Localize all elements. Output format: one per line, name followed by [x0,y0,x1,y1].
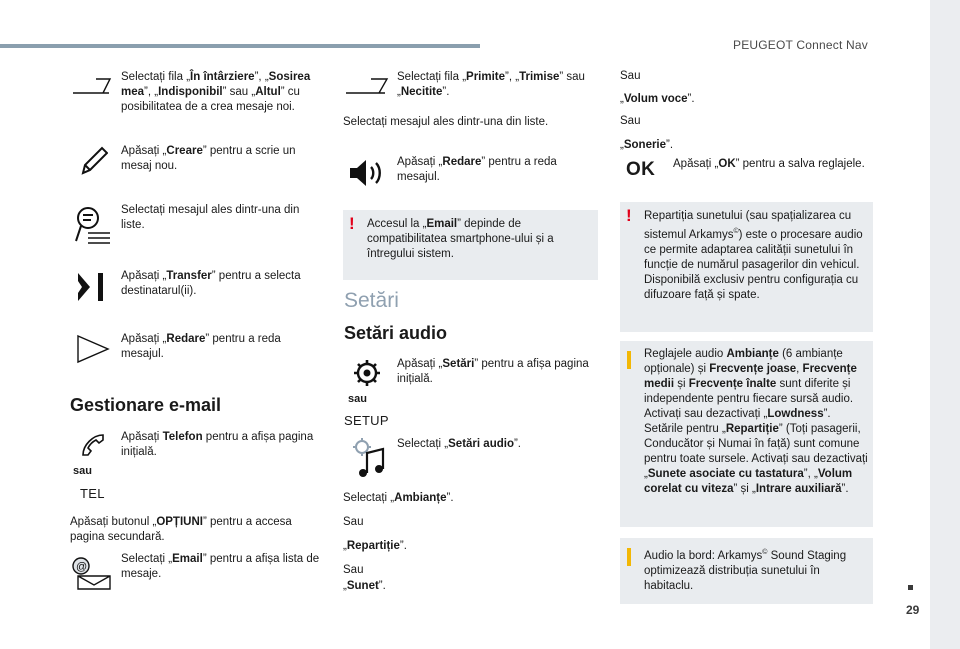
or-text-3: Sau [620,70,641,82]
email-icon [72,556,112,590]
or-text-4: Sau [620,115,641,127]
audio-settings-instruction: Selectați „Setări audio”. [397,438,521,450]
play-icon [76,334,110,364]
warning-icon: ! [349,214,355,233]
email-instruction: Selectați „Email” pentru a afișa lista de mesaje. [121,553,320,580]
settings-heading: Setări [344,289,399,312]
ambiance-instruction: Selectați „Ambianțe”. [343,492,454,504]
tab-icon [345,75,389,95]
ok-instruction: Apăsați „OK” pentru a salva reglajele. [673,158,865,170]
or-label-2: sau [348,393,367,405]
brand-header: PEUGEOT Connect Nav [733,38,868,52]
page-number: 29 [906,603,920,617]
or-text-1: Sau [343,516,364,528]
speaker-icon [349,158,385,188]
repartition-text: „Repartiție”. [343,540,407,552]
warning-icon: ! [626,206,632,225]
continued-marker [908,585,913,590]
svg-text:@: @ [76,561,88,573]
inbox-tab-instruction: Selectați fila „Primite”, „Trimise” sau „Necitite”. [397,71,585,98]
list-select-icon [74,203,112,245]
phone-icon [80,432,106,458]
voice-volume-text: „Volum voce”. [620,93,695,105]
tab-icon [72,75,112,95]
info-icon [627,548,631,566]
header-rule [0,44,480,48]
sound-text: „Sunet”. [343,580,386,592]
phone-instruction: Apăsați Telefon pentru a afișa pagina inițială. [121,431,314,458]
play-instruction: Apăsați „Redare” pentru a reda mesajul. [121,333,281,360]
settings-instruction: Apăsați „Setări” pentru a afișa pagina inițială. [397,358,589,385]
sound-staging-note: Audio la bord: Arkamys© Sound Staging optimizează distribuția sunetului în habitaclu. [620,538,873,604]
select-message-instruction: Selectați mesajul ales dintr-una din liste. [121,204,300,231]
arkamys-note: ! Repartiția sunetului (sau spațializarea cu sistemul Arkamys©) este o procesare audio ce permite adaptarea calității sunetului în funcție de numărul pasagerilor din vehicul. Disponibilă exclusiv pentru configurația cu difuzoare față și spate. [620,202,873,332]
setup-label: SETUP [344,413,389,428]
ok-label: OK [626,159,656,180]
audio-settings-icon [350,437,386,477]
tel-label: TEL [80,486,105,501]
select-message-text: Selectați mesajul ales dintr-una din liste. [343,116,549,128]
ringtone-text: „Sonerie”. [620,139,674,151]
info-icon [627,351,631,369]
or-label: sau [73,465,92,477]
transfer-instruction: Apăsați „Transfer” pentru a selecta destinatarul(ii). [121,270,301,297]
options-instruction: Apăsați butonul „OPȚIUNI” pentru a accesa pagina secundară. [70,516,292,543]
or-text-2: Sau [343,564,364,576]
page-side-strip [930,0,960,649]
email-compat-note: ! Accesul la „Email” depinde de compatibilitatea smartphone-ului și a întregului sistem. [343,210,598,280]
pending-tab-instruction: Selectați fila „În întârziere”, „Sosirea mea”, „Indisponibil” sau „Altul” cu posibilitatea de a crea mesaje noi. [121,71,311,113]
gear-icon [352,358,382,388]
audio-settings-heading: Setări audio [344,323,448,343]
pencil-icon [78,143,108,177]
ambiance-info-note: Reglajele audio Ambianțe (6 ambianțe opționale) și Frecvențe joase, Frecvențe medii și Frecvențe înalte sunt diferite și independente pentru fiecare sursă audio. Activați sau dezactivați „Lowdness”. Setările pentru „Repartiție” (Toți pasagerii, Conducător și Numai în față) sunt comune pentru toate sursele. Activați sau dezactivați „Sunete asociate cu tastatura”, „Volum corelat cu viteza” și „Intrare auxiliară”. [620,341,873,527]
transfer-icon [76,272,106,302]
create-instruction: Apăsați „Creare” pentru a scrie un mesaj nou. [121,145,296,172]
email-section-heading: Gestionare e-mail [70,395,222,415]
play-instruction-2: Apăsați „Redare” pentru a reda mesajul. [397,156,557,183]
